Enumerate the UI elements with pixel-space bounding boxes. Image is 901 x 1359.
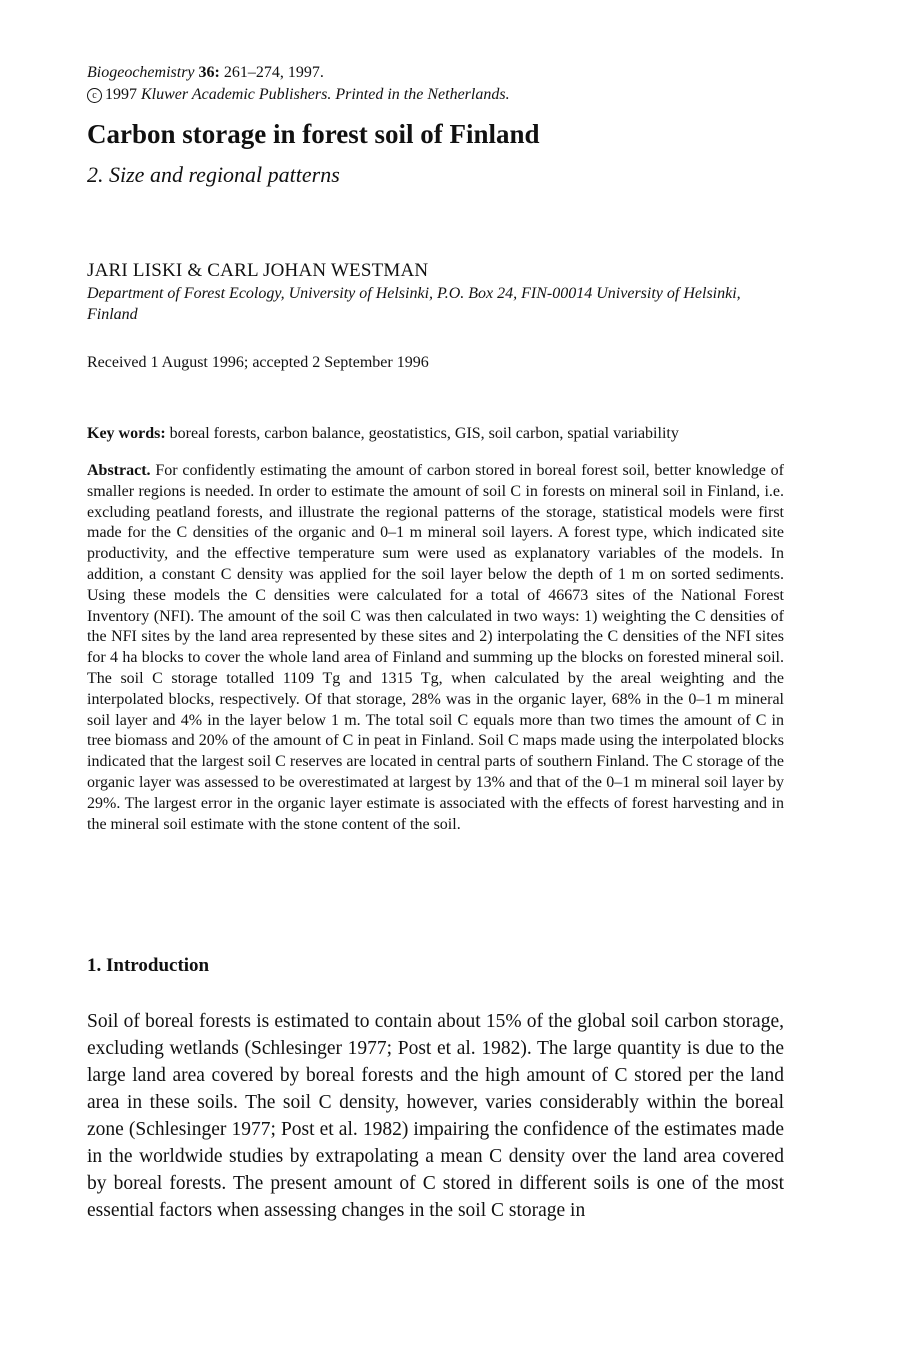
publisher: Kluwer Academic Publishers. bbox=[141, 86, 332, 103]
authors: JARI LISKI & CARL JOHAN WESTMAN bbox=[87, 260, 429, 281]
printed-location: Printed in the Netherlands. bbox=[335, 86, 510, 103]
journal-volume: 36: bbox=[198, 64, 220, 81]
keywords bbox=[87, 423, 784, 445]
journal-name: Biogeochemistry bbox=[87, 64, 195, 81]
copyright-line bbox=[87, 84, 510, 106]
keywords-text: boreal forests, carbon balance, geostatistics, GIS, soil carbon, spatial variability bbox=[169, 425, 679, 442]
journal-citation bbox=[87, 62, 510, 106]
keywords-label: Key words: bbox=[87, 425, 166, 442]
paper-title: Carbon storage in forest soil of Finland bbox=[87, 119, 540, 149]
journal-pages: 261–274, 1997. bbox=[223, 64, 324, 81]
copyright-icon: c bbox=[87, 88, 102, 103]
abstract bbox=[87, 461, 784, 835]
affiliation: Department of Forest Ecology, University of Helsinki, P.O. Box 24, FIN-00014 University of Helsinki, Finland bbox=[87, 285, 741, 323]
copyright-year: 1997 bbox=[105, 86, 137, 103]
abstract-text: For confidently estimating the amount of carbon stored in boreal forest soil, better knowledge of smaller regions is needed. In order to estimate the amount of soil C in forests on mineral soil in Finland, i.e. excluding peatland forests, and illustrate the regional patterns of the storage, statistical models were first made for the C densities of the organic and 0–1 m mineral soil layers. A forest type, which indicated site productivity, and the effective temperature sum were used as explanatory variables of the models. In addition, a constant C density was applied for the soil layer below the depth of 1 m on sorted sediments. Using these models the C densities were calculated for a total of 46673 sites of the National Forest Inventory (NFI). The amount of the soil C was then calculated in two ways: 1) weighting the C densities of the NFI sites by the land area represented by these sites and 2) interpolating the C densities of the NFI sites for 4 ha blocks to cover the whole land area of Finland and summing up the blocks on forested mineral soil. The soil C storage totalled 1109 Tg and 1315 Tg, when calculated by the areal weighting and the interpolated blocks, respectively. Of that storage, 28% was in the organic layer, 68% in the 0–1 m mineral soil layer and 4% in the layer below 1 m. The total soil C equals more than two times the amount of C in tree biomass and 20% of the amount of C in peat in Finland. Soil C maps made using the interpolated blocks indicated that the largest soil C reserves are located in central parts of southern Finland. The C storage of the organic layer was assessed to be overestimated at largest by 13% and that of the 0–1 m mineral soil layer by 29%. The largest error in the organic layer estimate is associated with the effects of forest harvesting and in the mineral soil estimate with the stone content of the soil. bbox=[87, 462, 785, 833]
citation-line bbox=[87, 62, 510, 84]
introduction-text: Soil of boreal forests is estimated to contain about 15% of the global soil carbon storage, excluding wetlands (Schlesinger 1977; Post et al. 1982). The large quantity is due to the large land area covered by boreal forests and the high amount of C stored per the land area in these soils. The soil C density, however, varies considerably within the boreal zone (Schlesinger 1977; Post et al. 1982) impairing the confidence of the estimates made in the worldwide studies by extrapolating a mean C density over the land area covered by boreal forests. The present amount of C stored in different soils is one of the most essential factors when assessing changes in the soil C storage in bbox=[87, 1011, 784, 1221]
received-dates: Received 1 August 1996; accepted 2 September 1996 bbox=[87, 354, 429, 371]
abstract-label: Abstract. bbox=[87, 462, 151, 479]
section-heading: 1. Introduction bbox=[87, 955, 210, 976]
paper-subtitle: 2. Size and regional patterns bbox=[87, 162, 340, 187]
